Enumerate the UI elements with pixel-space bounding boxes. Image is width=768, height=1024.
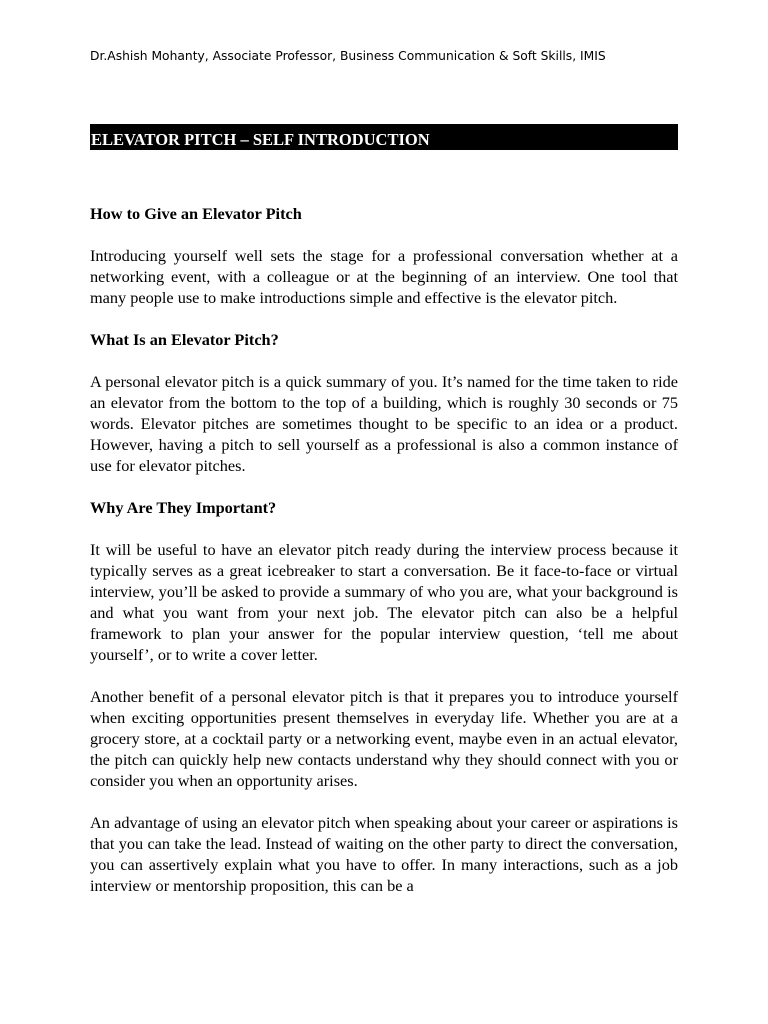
- paragraph: Introducing yourself well sets the stage for a professional conversation whether at a networking event, with a colleague or at the beginning of an interview. One tool that many people use to make introductions simple and effective is the elevator pitch.: [90, 246, 678, 307]
- paragraph: An advantage of using an elevator pitch when speaking about your career or aspirations is that you can take the lead. Instead of waiting on the other party to direct the conversation, you can assertively explain what you have to offer. In many interactions, such as a job interview or mentorship proposition, this can be a: [90, 813, 678, 895]
- paragraph: A personal elevator pitch is a quick summary of you. It’s named for the time taken to ride an elevator from the bottom to the top of a building, which is roughly 30 seconds or 75 words. Elevator pitches are sometimes thought to be specific to an idea or a product. However, having a pitch to sell yourself as a professional is also a common instance of use for elevator pitches.: [90, 372, 678, 475]
- section-heading-how-to: How to Give an Elevator Pitch: [90, 204, 302, 223]
- paragraph: It will be useful to have an elevator pitch ready during the interview process because it typically serves as a great icebreaker to start a conversation. Be it face-to-face or virtual interview, you’ll be asked to provide a summary of who you are, what your background is and what you want from your next job. The elevator pitch can also be a helpful framework to plan your answer for the popular interview question, ‘tell me about yourself’, or to write a cover letter.: [90, 540, 678, 664]
- section-heading-what-is: What Is an Elevator Pitch?: [90, 330, 279, 349]
- author-header: Dr.Ashish Mohanty, Associate Professor, Business Communication & Soft Skills, IMIS: [90, 49, 606, 63]
- document-body: [90, 203, 678, 917]
- section-heading-why-important: Why Are They Important?: [90, 498, 277, 517]
- paragraph: Another benefit of a personal elevator pitch is that it prepares you to introduce yourself when exciting opportunities present themselves in everyday life. Whether you are at a grocery store, at a cocktail party or a networking event, maybe even in an actual elevator, the pitch can quickly help new contacts understand why they should connect with you or consider you when an opportunity arises.: [90, 687, 678, 790]
- document-title: ELEVATOR PITCH – SELF INTRODUCTION: [90, 124, 678, 150]
